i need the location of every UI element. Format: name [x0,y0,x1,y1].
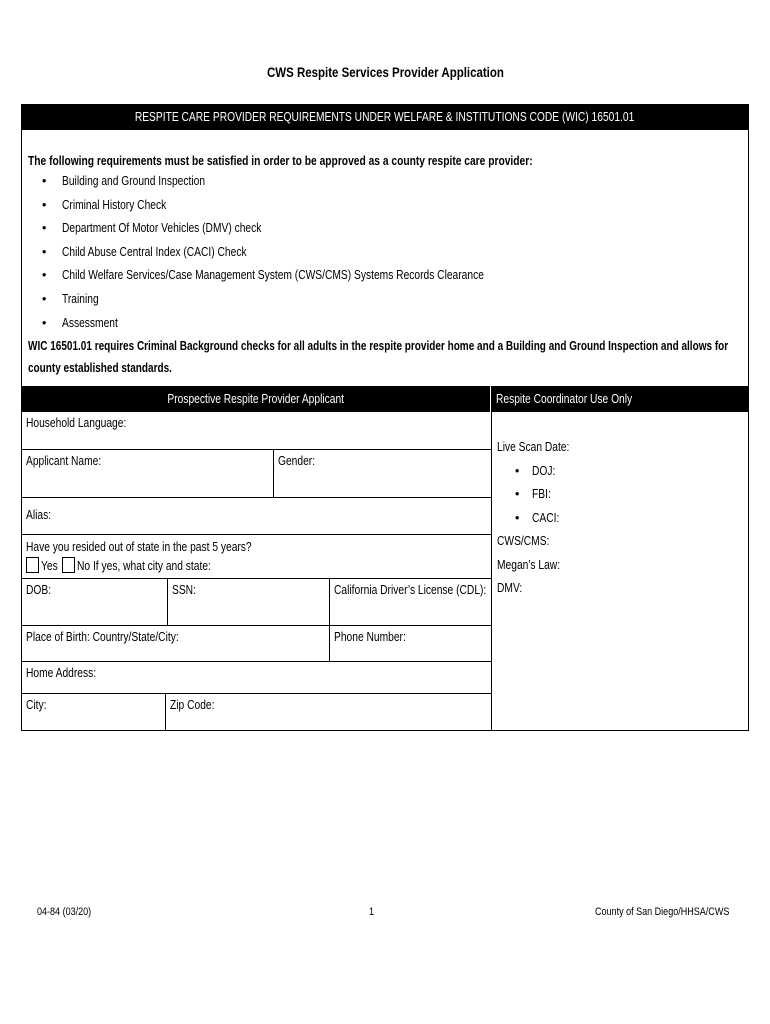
requirements-list [28,170,742,335]
alias-field[interactable]: Alias: [26,508,52,522]
list-item: • Building and Ground Inspection [28,170,742,194]
form-area [21,412,749,731]
ssn-field[interactable]: SSN: [167,579,329,625]
live-scan-label: Live Scan Date: [497,440,570,454]
place-of-birth-row [22,626,491,662]
yes-checkbox[interactable] [26,557,39,573]
bullet-icon: • [42,174,47,188]
phone-field[interactable]: Phone Number: [329,626,491,661]
dob-row [22,579,491,626]
bullet-icon: • [515,463,520,478]
bullet-icon: • [42,268,47,283]
out-of-state-row [22,535,491,579]
requirements-section [21,130,749,386]
megans-law-label: Megan’s Law: [497,557,561,572]
page-number: 1 [369,906,375,918]
applicant-fields [22,412,492,730]
list-item: • Child Welfare Services/Case Management System (CWS/CMS) Systems Records Clearance [28,264,742,288]
applicant-name-row [22,450,491,498]
coordinator-fields [492,412,748,730]
cdl-field[interactable]: California Driver’s License (CDL): [329,579,491,625]
out-of-state-field: Have you resided out of state in the past 5 years? Yes No If yes, what city and state: [26,540,252,573]
form-frame [21,104,749,731]
bullet-icon: • [42,315,47,330]
bullet-icon: • [515,510,520,525]
applicant-name-field[interactable]: Applicant Name: [26,454,102,468]
form-number: 04-84 (03/20) [37,906,92,918]
gender-field[interactable]: Gender: [273,450,491,497]
fbi-item: • FBI: [497,483,743,507]
city-row [22,694,491,730]
home-address-field[interactable]: Home Address: [26,666,97,680]
caci-item: • CACI: [497,507,743,531]
bullet-icon: • [42,244,47,259]
list-item: • Assessment [28,312,742,336]
requirements-note: WIC 16501.01 requires Criminal Background checks for all adults in the respite provider home and a Building and Ground Inspection and allows for county established standards. [28,339,729,376]
list-item: • Child Abuse Central Index (CACI) Check [28,241,742,265]
dmv-label: DMV: [497,581,523,595]
bullet-icon: • [515,487,520,501]
out-of-state-question: Have you resided out of state in the past 5 years? [26,540,252,554]
list-item: • Training [28,288,742,312]
household-language-row [22,412,491,450]
city-field[interactable]: City: [26,698,47,712]
list-item: • Department Of Motor Vehicles (DMV) check [28,217,742,241]
document-title: CWS Respite Services Provider Application [266,64,504,80]
requirements-intro: The following requirements must be satisfied in order to be approved as a county respite care provider: [28,154,533,168]
bullet-icon: • [42,221,47,236]
coordinator-section-header: Respite Coordinator Use Only [491,386,749,412]
bullet-icon: • [42,291,47,306]
applicant-section-header: Prospective Respite Provider Applicant [21,386,491,412]
alias-row [22,498,491,535]
list-item: • Criminal History Check [28,194,742,218]
doj-item: • DOJ: [497,460,743,484]
dob-field[interactable]: DOB: [26,583,52,597]
requirements-header-bar: RESPITE CARE PROVIDER REQUIREMENTS UNDER WELFARE & INSTITUTIONS CODE (WIC) 16501.01 [21,104,749,130]
household-language-field[interactable]: Household Language: [26,416,127,430]
zip-field[interactable]: Zip Code: [165,694,491,730]
home-address-row [22,662,491,694]
agency-name: County of San Diego/HHSA/CWS [595,906,730,918]
cws-cms-label: CWS/CMS: [497,534,550,548]
no-checkbox[interactable] [62,557,75,573]
section-header-bar [21,386,749,412]
bullet-icon: • [42,197,47,212]
place-of-birth-field[interactable]: Place of Birth: Country/State/City: [26,630,179,644]
